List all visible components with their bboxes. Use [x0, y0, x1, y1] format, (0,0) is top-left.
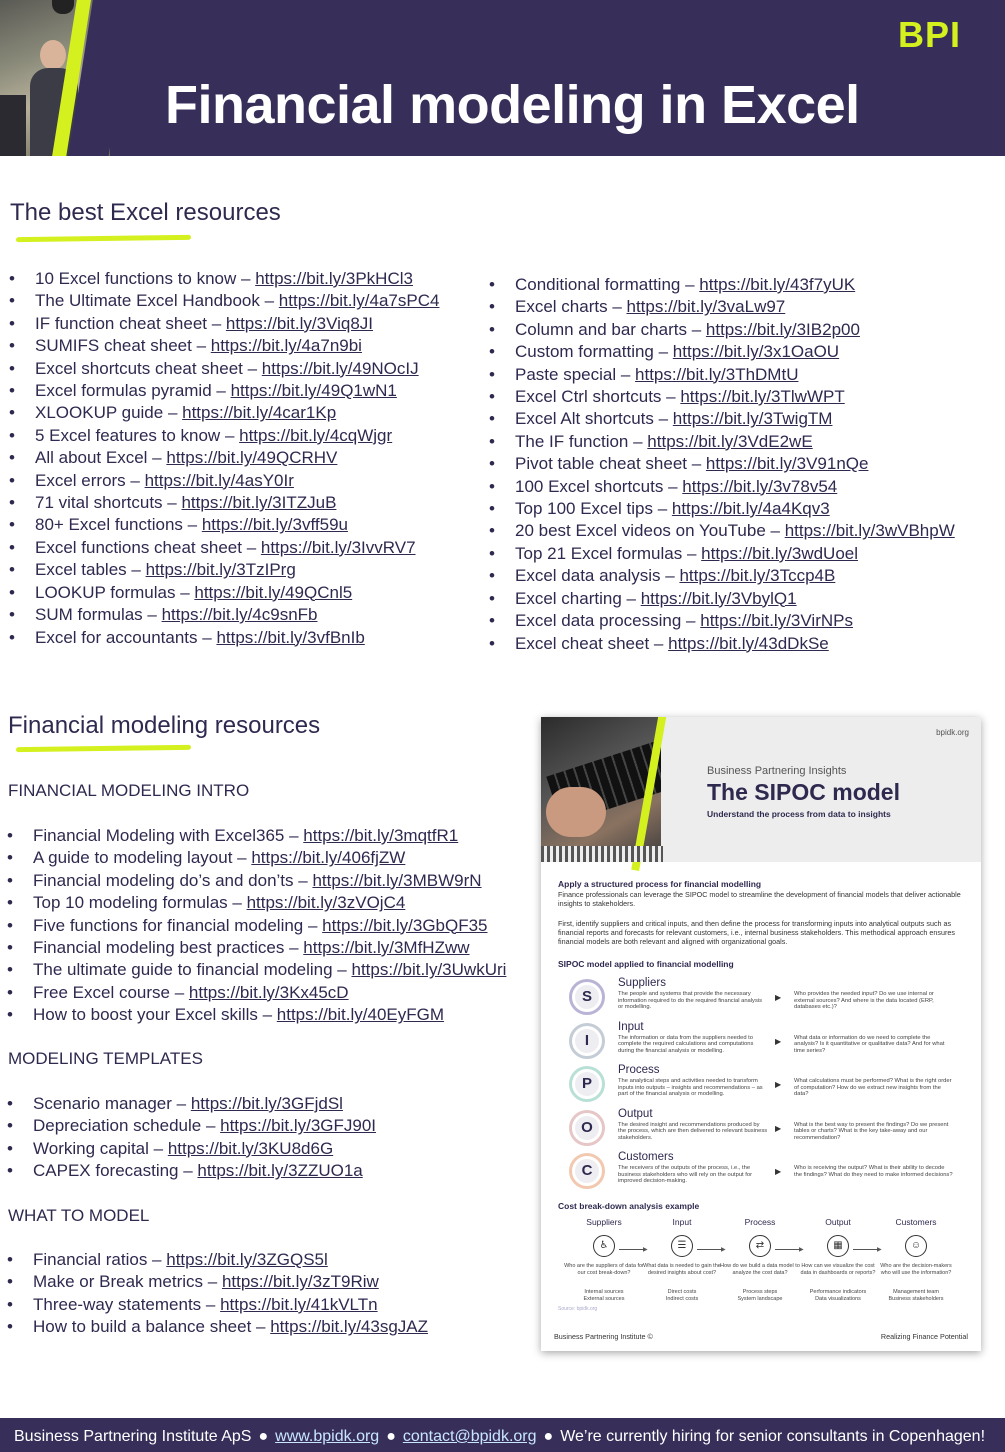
resource-item: • Top 100 Excel tips – https://bit.ly/4a4Kqv3 [489, 498, 955, 520]
resource-label: 5 Excel features to know [35, 425, 221, 445]
resource-link[interactable]: https://bit.ly/3mqtfR1 [303, 826, 459, 845]
resource-label: Working capital [33, 1138, 149, 1158]
resource-link[interactable]: https://bit.ly/3ITZJuB [181, 493, 337, 513]
breakdown-question: Who are the suppliers of data for our cost break-down? [564, 1263, 644, 1276]
breakdown-question: How can we visualize the cost data in dashboards or reports? [800, 1263, 876, 1276]
fm-intro-heading: FINANCIAL MODELING INTRO [8, 781, 250, 800]
sipoc-row-title: Input [618, 1020, 644, 1033]
card-source: Source: bpidk.org [558, 1306, 598, 1312]
breakdown-item: Performance indicators [809, 1289, 867, 1295]
sipoc-row [569, 1020, 969, 1063]
sipoc-letter-badge [569, 1023, 605, 1059]
resource-item: • Excel charts – https://bit.ly/3vaLw97 [489, 296, 955, 318]
resource-label: Scenario manager [33, 1094, 172, 1113]
process-icon: ⇄ [749, 1235, 771, 1257]
card-heading-apply: Apply a structured process for financial modelling [558, 879, 762, 889]
resource-link[interactable]: https://bit.ly/3IvvRV7 [260, 537, 416, 557]
footer-company: Business Partnering Institute ApS [14, 1428, 252, 1445]
resource-link[interactable]: https://bit.ly/43sgJAZ [270, 1317, 429, 1337]
breakdown-label: Output [825, 1217, 851, 1227]
resource-link[interactable]: https://bit.ly/3TwigTM [672, 409, 833, 429]
breakdown-item: Data visualizations [815, 1295, 861, 1302]
sipoc-letter-badge [569, 1110, 605, 1146]
resource-link[interactable]: https://bit.ly/3vaLw97 [626, 297, 786, 317]
resource-label: Depreciation schedule [33, 1116, 202, 1136]
resource-item: • Excel cheat sheet – https://bit.ly/43dDkSe [489, 633, 955, 655]
card-paragraph: First, identify suppliers and critical inputs, and then define the process for transforming inputs into analytical outputs such as financial reports and forecasts for relevant customers, i.e., internal business stakeholders. This methodical approach ensures financial models are both relevant and aligned with organizational goals. [558, 919, 955, 946]
sipoc-letter: O [581, 1118, 593, 1136]
resource-label: Excel data processing [515, 611, 682, 631]
resource-item: • Financial ratios – https://bit.ly/3ZGQS5l [7, 1249, 428, 1271]
resource-item: • 71 vital shortcuts – https://bit.ly/3ITZJuB [9, 492, 439, 514]
sipoc-row-description: The people and systems that provide the necessary information required to do the required financial analysis or modelling. [618, 991, 763, 1010]
sipoc-letter: C [581, 1162, 593, 1179]
arrow-right-icon: ▶ [643, 1247, 648, 1253]
resource-label: Make or Break metrics [33, 1272, 204, 1292]
resource-item: • The Ultimate Excel Handbook – https://bit.ly/4a7sPC4 [9, 290, 439, 312]
sipoc-row-question: Who is receiving the output? What is their ability to decode the findings? What do they need to make informed decisions? [794, 1165, 953, 1178]
resource-link[interactable]: https://bit.ly/40EyFGM [276, 1005, 445, 1025]
resource-label: 20 best Excel videos on YouTube [515, 521, 766, 541]
sipoc-letter-badge [569, 1153, 605, 1189]
card-title: The SIPOC model [707, 779, 900, 805]
resource-label: Excel Ctrl shortcuts [515, 387, 662, 407]
card-heading-breakdown: Cost break-down analysis example [558, 1201, 700, 1211]
card-subtitle: Understand the process from data to insights [707, 809, 891, 819]
sipoc-infographic [541, 717, 981, 1351]
resource-link[interactable]: https://bit.ly/3ZZUO1a [197, 1161, 363, 1181]
sipoc-row-description: The desired insight and recommendations produced by the process, which are then delivered to relevant business stakeholders. [618, 1121, 768, 1141]
arrow-right-icon: ▶ [775, 1167, 782, 1176]
resource-item: • Paste special – https://bit.ly/3ThDMtU [489, 364, 955, 386]
resource-item: • Top 10 modeling formulas – https://bit.ly/3zVOjC4 [7, 892, 506, 914]
resource-label: How to build a balance sheet [33, 1317, 252, 1337]
sipoc-row-question: Who provides the needed input? Do we use internal or external sources? And where is the data located (ERP, databases etc.)? [794, 991, 934, 1010]
breakdown-column [798, 1217, 878, 1302]
bullet-separator: ● [386, 1428, 396, 1445]
resource-item: • Excel functions cheat sheet – https://bit.ly/3IvvRV7 [9, 537, 439, 559]
resource-link[interactable]: https://bit.ly/3TzIPrg [145, 560, 296, 580]
arrow-right-icon: ▶ [775, 1080, 782, 1089]
resource-label: A guide to modeling layout [33, 848, 233, 868]
resource-link[interactable]: https://bit.ly/3ThDMtU [635, 364, 799, 384]
heading-underline [16, 745, 191, 752]
sipoc-letter: I [584, 1031, 590, 1049]
person-foreground-shape [0, 95, 26, 156]
resource-label: The ultimate guide to financial modeling [33, 960, 333, 980]
resource-link[interactable]: https://bit.ly/3V91nQe [705, 454, 869, 474]
breakdown-column [720, 1217, 800, 1302]
resource-label: CAPEX forecasting [33, 1161, 179, 1181]
resource-label: Financial Modeling with Excel365 [33, 826, 285, 845]
resource-item: • 5 Excel features to know – https://bit.ly/4cqWjgr [9, 425, 439, 447]
sipoc-letter: P [581, 1075, 592, 1092]
breakdown-item: Business stakeholders [888, 1295, 944, 1302]
arrow-right-icon: ▶ [799, 1247, 804, 1253]
sipoc-row-question: What data or information do we need to complete the analysis? Is it quantitative or qualitative data? And for what time series? [794, 1034, 945, 1054]
resource-label: Pivot table cheat sheet [515, 454, 688, 474]
page-title: Financial modeling in Excel [165, 75, 860, 135]
resource-link[interactable]: https://bit.ly/3MBW9rN [312, 870, 482, 890]
resource-item: • CAPEX forecasting – https://bit.ly/3ZZUO1a [7, 1160, 376, 1182]
card-footer-left: Business Partnering Institute © [554, 1332, 653, 1341]
resource-link[interactable]: https://bit.ly/3wVBhpW [784, 521, 955, 541]
person-icon: ♿ [593, 1235, 615, 1257]
resource-label: Excel cheat sheet [515, 633, 650, 653]
templates-list [7, 1093, 376, 1183]
person-head-shape [40, 40, 66, 70]
database-icon: ☰ [671, 1235, 693, 1257]
resource-item: • A guide to modeling layout – https://bit.ly/406fjZW [7, 847, 506, 869]
header-banner [0, 0, 1005, 156]
resource-link[interactable]: https://bit.ly/3zT9Riw [221, 1272, 379, 1292]
resource-item: • 80+ Excel functions – https://bit.ly/3vff59u [9, 514, 439, 536]
card-heading-sipoc: SIPOC model applied to financial modelling [558, 959, 734, 969]
resource-item: • Excel tables – https://bit.ly/3TzIPrg [9, 559, 439, 581]
resource-item: • Excel formulas pyramid – https://bit.ly/49Q1wN1 [9, 380, 439, 402]
resource-link[interactable]: https://bit.ly/3TlwWPT [680, 387, 845, 407]
resource-link[interactable]: https://bit.ly/3VdE2wE [647, 431, 813, 451]
barcode-pattern [541, 846, 663, 862]
breakdown-label: Suppliers [586, 1217, 622, 1227]
sipoc-row-description: The analytical steps and activities needed to transform inputs into outputs – insights and recommendations – as part of the financial analysis or modelling. [618, 1078, 763, 1097]
resource-link[interactable]: https://bit.ly/49Q1wN1 [230, 381, 397, 401]
resource-link[interactable]: https://bit.ly/49QCRHV [166, 448, 338, 468]
bullet-separator: ● [258, 1428, 269, 1445]
breakdown-item: Indirect costs [665, 1295, 699, 1302]
sipoc-row-question: What is the best way to present the findings? Do we present tables or charts? What is the key take-away and our recommendation? [794, 1121, 949, 1141]
card-kicker: Business Partnering Insights [707, 765, 847, 777]
hand-shape [546, 787, 606, 837]
resource-link[interactable]: https://bit.ly/4c9snFb [161, 605, 318, 625]
breakdown-item: Direct costs [667, 1289, 697, 1295]
excel-resources-list-right [489, 274, 955, 655]
resource-label: Excel charting [515, 588, 622, 608]
breakdown-label: Input [672, 1217, 692, 1227]
excel-resources-list-left [9, 268, 439, 649]
resource-label: The Ultimate Excel Handbook [35, 291, 260, 311]
resource-item: • Excel data processing – https://bit.ly/3VirNPs [489, 610, 955, 632]
resource-label: Excel errors [35, 470, 126, 490]
resource-item: • How to build a balance sheet – https://bit.ly/43sgJAZ [7, 1316, 428, 1338]
bullet-separator: ● [543, 1428, 554, 1445]
resource-item: • Financial modeling best practices – https://bit.ly/3MfHZww [7, 937, 506, 959]
breakdown-item: Internal sources [584, 1289, 624, 1295]
templates-heading: MODELING TEMPLATES [8, 1049, 203, 1068]
footer-hiring: We’re currently hiring for senior consultants in Copenhagen! [560, 1428, 986, 1445]
resource-label: Paste special [515, 364, 617, 384]
resource-label: Excel functions cheat sheet [35, 537, 242, 557]
resource-label: Column and bar charts [515, 319, 687, 339]
sipoc-row-question: What calculations must be performed? What is the right order of computation? How do we extract new insights from the data? [794, 1078, 952, 1097]
sipoc-row-description: The information or data from the suppliers needed to complete the required calculations and computations during the financial analysis or modelling. [618, 1034, 754, 1054]
resource-item: • Depreciation schedule – https://bit.ly/3GFJ90I [7, 1115, 376, 1137]
what-to-model-list [7, 1249, 428, 1339]
sipoc-row [569, 1153, 969, 1193]
resource-label: Five functions for financial modeling [33, 915, 304, 935]
resource-item: • The IF function – https://bit.ly/3VdE2wE [489, 431, 955, 453]
sipoc-row [569, 979, 969, 1019]
resource-link[interactable]: https://bit.ly/4asY0Ir [144, 470, 294, 490]
resource-link[interactable]: https://bit.ly/3MfHZww [303, 938, 470, 958]
resource-label: IF function cheat sheet [35, 313, 207, 333]
resource-item: • Working capital – https://bit.ly/3KU8d6G [7, 1138, 376, 1160]
breakdown-label: Process [744, 1217, 776, 1227]
resource-link[interactable]: https://bit.ly/3VbylQ1 [640, 588, 797, 608]
resource-item: • Scenario manager – https://bit.ly/3GFjdSl [7, 1093, 376, 1115]
sipoc-row [569, 1107, 969, 1150]
resource-item: • SUMIFS cheat sheet – https://bit.ly/4a7n9bi [9, 335, 439, 357]
breakdown-item: Process steps [742, 1289, 778, 1295]
resource-item: • Excel errors – https://bit.ly/4asY0Ir [9, 470, 439, 492]
resource-link[interactable]: https://bit.ly/41kVLTn [220, 1294, 378, 1314]
arrow-right-icon: ▶ [775, 1036, 782, 1046]
sipoc-row-title: Suppliers [618, 977, 666, 989]
fm-intro-list [7, 825, 506, 1027]
breakdown-question: How do we build a data model to analyze the cost data? [720, 1263, 800, 1276]
resource-item: • Financial modeling do’s and don’ts – https://bit.ly/3MBW9rN [7, 870, 506, 892]
resource-item: • Excel for accountants – https://bit.ly/3vfBnIb [9, 627, 439, 649]
resource-label: SUM formulas [35, 605, 143, 625]
sipoc-row-description: The receivers of the outputs of the process, i.e., the business stakeholders who will rely on the output for improved decision-making. [618, 1165, 753, 1184]
resource-link[interactable]: https://bit.ly/49QCnl5 [194, 582, 353, 602]
resource-label: Excel charts [515, 297, 608, 317]
breakdown-question: What data is needed to gain the desired insights about cost? [643, 1263, 721, 1276]
breakdown-label: Customers [895, 1217, 937, 1227]
resource-link[interactable]: https://bit.ly/3Tccp4B [679, 566, 836, 586]
resource-link[interactable]: https://bit.ly/3x1OaOU [672, 342, 840, 362]
breakdown-item: External sources [583, 1295, 625, 1302]
resource-item: • Pivot table cheat sheet – https://bit.ly/3V91nQe [489, 453, 955, 475]
bpi-logo: BPI [898, 14, 962, 55]
resource-label: Financial modeling best practices [33, 938, 285, 958]
resource-label: Top 100 Excel tips [515, 499, 653, 519]
resource-item: • 100 Excel shortcuts – https://bit.ly/3v78v54 [489, 476, 955, 498]
resource-item: • Make or Break metrics – https://bit.ly/3zT9Riw [7, 1271, 428, 1293]
resource-item: • Free Excel course – https://bit.ly/3Kx45cD [7, 982, 506, 1004]
breakdown-item: System landscape [737, 1295, 783, 1302]
card-footer-right: Realizing Finance Potential [880, 1332, 968, 1341]
chart-icon: ▦ [827, 1235, 849, 1257]
resource-link[interactable]: https://bit.ly/3wdUoel [701, 543, 859, 563]
resource-link[interactable]: https://bit.ly/3vff59u [201, 515, 348, 535]
resource-item: • IF function cheat sheet – https://bit.ly/3Viq8JI [9, 313, 439, 335]
sipoc-row [569, 1066, 969, 1106]
resource-label: Custom formatting [515, 342, 654, 362]
resource-item: • 10 Excel functions to know – https://bit.ly/3PkHCl3 [9, 268, 439, 290]
breakdown-column [642, 1217, 722, 1302]
fm-resources-heading: Financial modeling resources [8, 712, 321, 739]
arrow-right-icon: ▶ [877, 1247, 882, 1253]
resource-label: How to boost your Excel skills [33, 1005, 258, 1025]
resource-item: • Excel Ctrl shortcuts – https://bit.ly/3TlwWPT [489, 386, 955, 408]
resource-item: • XLOOKUP guide – https://bit.ly/4car1Kp [9, 402, 439, 424]
footer-email-link[interactable]: contact@bpidk.org [402, 1428, 537, 1445]
resource-label: Top 21 Excel formulas [515, 543, 683, 563]
excel-resources-heading: The best Excel resources [10, 199, 281, 226]
heading-underline [16, 235, 191, 242]
resource-link[interactable]: https://bit.ly/406fjZW [251, 848, 406, 868]
resource-label: Excel Alt shortcuts [515, 409, 654, 429]
resource-item: • Excel Alt shortcuts – https://bit.ly/3TwigTM [489, 408, 955, 430]
resource-item: • Five functions for financial modeling – https://bit.ly/3GbQF35 [7, 915, 506, 937]
resource-link[interactable]: https://bit.ly/4a7sPC4 [278, 291, 440, 311]
resource-link[interactable]: https://bit.ly/3v78v54 [682, 476, 838, 496]
resource-link[interactable]: https://bit.ly/3KU8d6G [167, 1138, 334, 1158]
resource-label: The IF function [515, 431, 629, 451]
resource-item: • The ultimate guide to financial modeling – https://bit.ly/3UwkUri [7, 959, 506, 981]
breakdown-column [564, 1217, 644, 1302]
resource-item: • Financial Modeling with Excel365 – https://bit.ly/3mqtfR1 [7, 825, 506, 847]
arrow-right-icon: ▶ [721, 1247, 726, 1253]
breakdown-column [876, 1217, 956, 1302]
resource-label: 10 Excel functions to know [35, 269, 237, 288]
resource-label: Conditional formatting [515, 275, 681, 294]
resource-link[interactable]: https://bit.ly/4a4Kqv3 [671, 499, 830, 519]
resource-label: 100 Excel shortcuts [515, 476, 664, 496]
resource-label: Free Excel course [33, 982, 170, 1002]
footer-bar [0, 1418, 1005, 1452]
resource-link[interactable]: https://bit.ly/4car1Kp [182, 403, 337, 423]
resource-label: Excel tables [35, 560, 127, 580]
lamp-shape [52, 0, 74, 14]
resource-link[interactable]: https://bit.ly/4a7n9bi [210, 336, 362, 356]
card-paragraph: Finance professionals can leverage the SIPOC model to streamline the development of financial models that deliver actionable insights to stakeholders. [558, 890, 961, 908]
resource-label: Excel shortcuts cheat sheet [35, 358, 243, 378]
resource-item: • SUM formulas – https://bit.ly/4c9snFb [9, 604, 439, 626]
resource-link[interactable]: https://bit.ly/3Viq8JI [225, 313, 374, 333]
resource-item: • Top 21 Excel formulas – https://bit.ly/3wdUoel [489, 543, 955, 565]
resource-item: • LOOKUP formulas – https://bit.ly/49QCnl5 [9, 582, 439, 604]
resource-label: 80+ Excel functions [35, 515, 183, 535]
sipoc-row-title: Process [618, 1064, 660, 1076]
resource-label: Financial ratios [33, 1250, 148, 1269]
sipoc-letter: S [581, 988, 592, 1005]
resource-label: Excel for accountants [35, 627, 198, 647]
resource-label: Three-way statements [33, 1294, 202, 1314]
resource-item: • Custom formatting – https://bit.ly/3x1OaOU [489, 341, 955, 363]
resource-item: • Excel data analysis – https://bit.ly/3Tccp4B [489, 565, 955, 587]
resource-link[interactable]: https://bit.ly/3zVOjC4 [246, 893, 406, 913]
resource-label: All about Excel [35, 448, 148, 468]
sipoc-row-title: Output [618, 1107, 653, 1120]
resource-label: Excel data analysis [515, 566, 661, 586]
people-icon: ☺ [905, 1235, 927, 1257]
resource-link[interactable]: https://bit.ly/3IB2p00 [705, 319, 860, 339]
sipoc-row-title: Customers [618, 1151, 674, 1163]
arrow-right-icon: ▶ [775, 993, 782, 1002]
resource-link[interactable]: https://bit.ly/3ZGQS5l [166, 1250, 328, 1269]
resource-item: • Column and bar charts – https://bit.ly/3IB2p00 [489, 319, 955, 341]
resource-label: 71 vital shortcuts [35, 493, 163, 513]
resource-label: Financial modeling do’s and don’ts [33, 870, 294, 890]
resource-item: • How to boost your Excel skills – https://bit.ly/40EyFGM [7, 1004, 506, 1026]
resource-label: Top 10 modeling formulas [33, 893, 228, 913]
resource-link[interactable]: https://bit.ly/3GFjdSl [190, 1094, 343, 1113]
breakdown-item: Management team [893, 1289, 939, 1295]
resource-item: • Conditional formatting – https://bit.ly/43f7yUK [489, 274, 955, 296]
resource-label: Excel formulas pyramid [35, 381, 212, 401]
footer-website-link[interactable]: www.bpidk.org [275, 1428, 380, 1445]
resource-link[interactable]: https://bit.ly/3GbQF35 [322, 915, 488, 935]
resource-link[interactable]: https://bit.ly/49NOcIJ [261, 358, 419, 378]
resource-item: • All about Excel – https://bit.ly/49QCRHV [9, 447, 439, 469]
resource-link[interactable]: https://bit.ly/43f7yUK [699, 275, 856, 294]
resource-link[interactable]: https://bit.ly/3Kx45cD [188, 982, 349, 1002]
resource-link[interactable]: https://bit.ly/3GFJ90I [220, 1116, 377, 1136]
resource-item: • Three-way statements – https://bit.ly/41kVLTn [7, 1294, 428, 1316]
what-to-model-heading: WHAT TO MODEL [8, 1206, 150, 1225]
breakdown-question: Who are the decision-makers who will use the information? [880, 1263, 952, 1276]
resource-link[interactable]: https://bit.ly/3UwkUri [351, 960, 507, 980]
resource-item: • Excel shortcuts cheat sheet – https://bit.ly/49NOcIJ [9, 358, 439, 380]
resource-label: XLOOKUP guide [35, 403, 164, 423]
resource-label: LOOKUP formulas [35, 582, 176, 602]
resource-link[interactable]: https://bit.ly/3VirNPs [700, 611, 853, 631]
resource-item: • Excel charting – https://bit.ly/3VbylQ1 [489, 588, 955, 610]
sipoc-letter-badge [569, 1066, 605, 1102]
sipoc-letter-badge [569, 979, 605, 1015]
resource-label: SUMIFS cheat sheet [35, 336, 192, 356]
resource-link[interactable]: https://bit.ly/3PkHCl3 [255, 269, 413, 288]
arrow-right-icon: ▶ [775, 1123, 782, 1133]
resource-link[interactable]: https://bit.ly/43dDkSe [668, 633, 829, 653]
resource-link[interactable]: https://bit.ly/3vfBnIb [216, 627, 365, 647]
resource-link[interactable]: https://bit.ly/4cqWjgr [239, 425, 393, 445]
card-site: bpidk.org [936, 728, 969, 737]
resource-item: • 20 best Excel videos on YouTube – https://bit.ly/3wVBhpW [489, 520, 955, 542]
